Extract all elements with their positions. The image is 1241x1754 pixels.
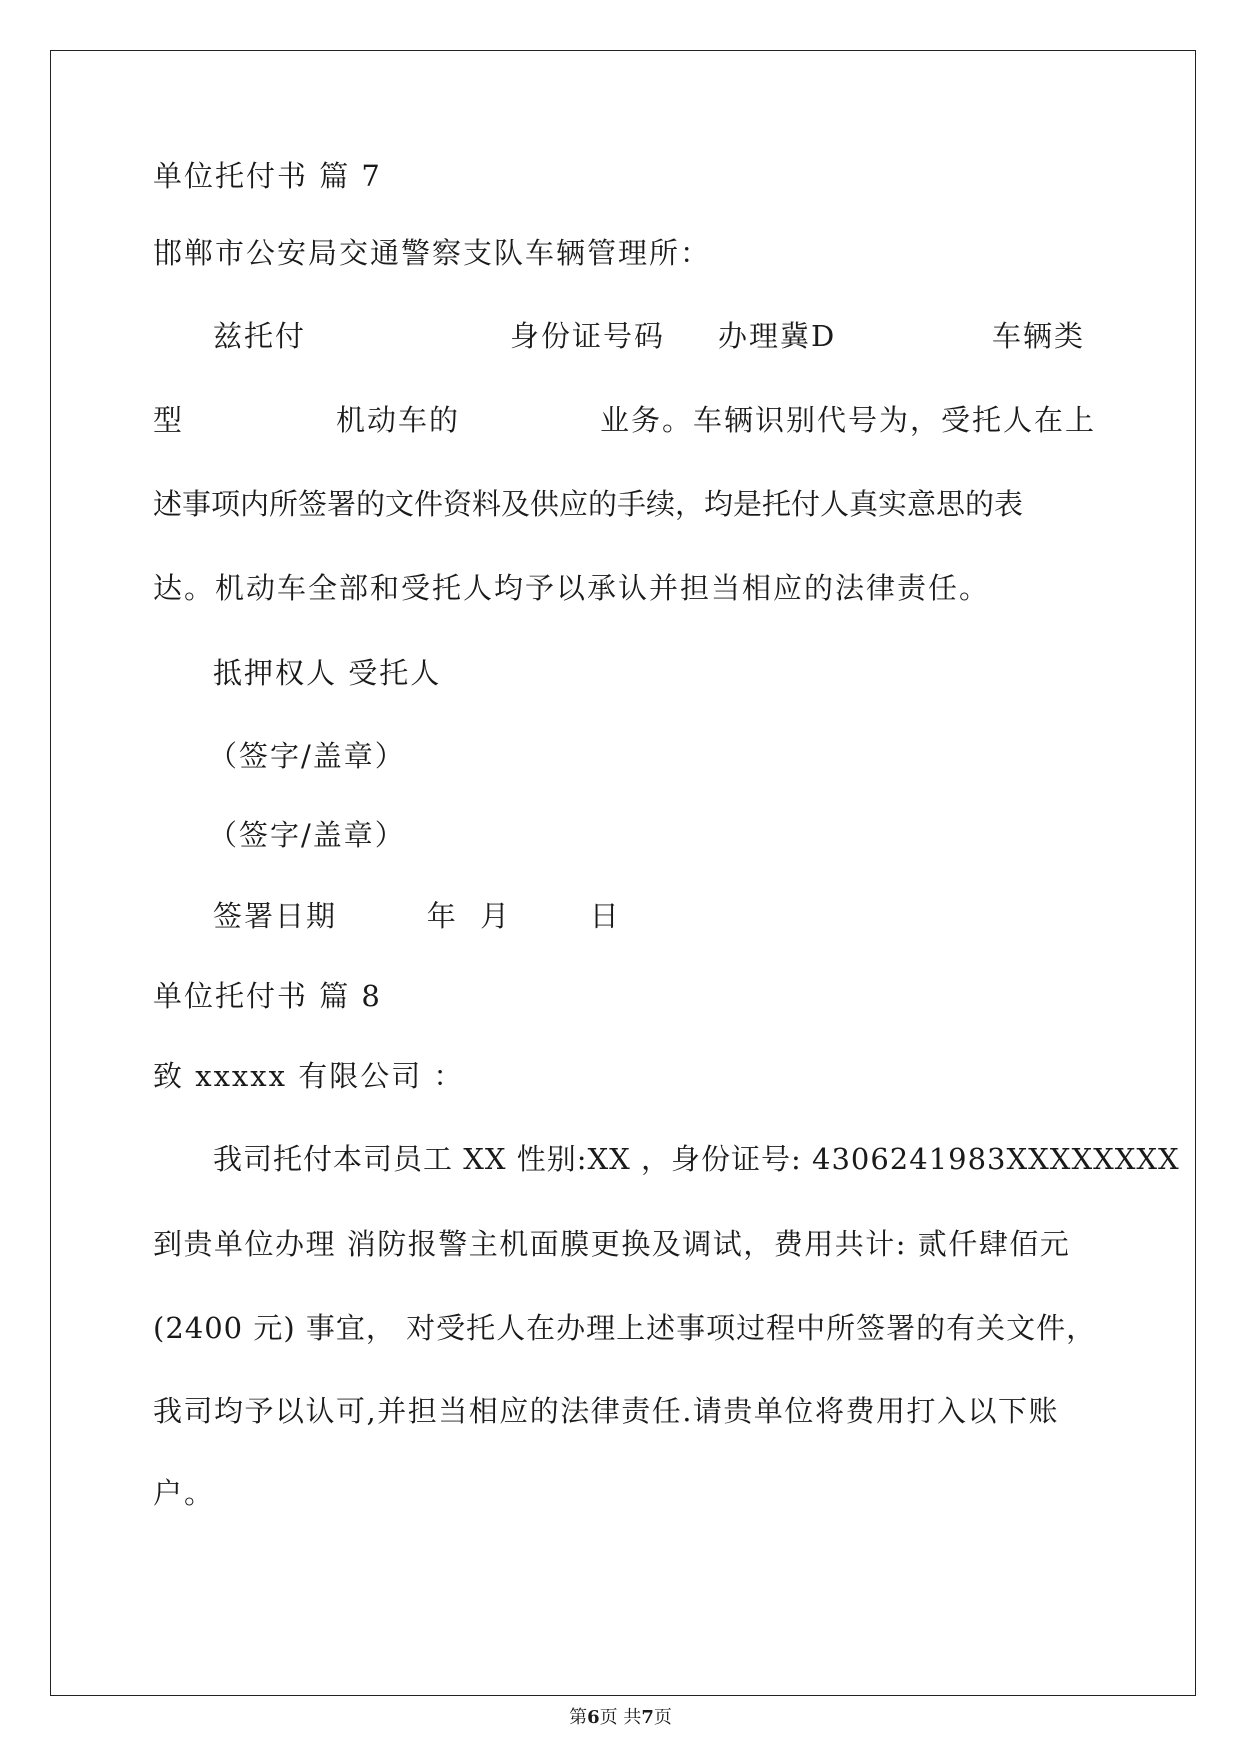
para7-line3 — [153, 486, 1084, 522]
para8-line3: (2400 元) 事宜， 对受托人在办理上述事项过程中所签署的有关文件， — [153, 1311, 1097, 1345]
addressee-8: 致 xxxxx 有限公司 ： — [153, 1059, 465, 1093]
para8-line4: 我司均予以认可,并担当相应的法律责任.请贵单位将费用打入以下账 — [153, 1394, 1059, 1428]
footer-suffix: 页 — [653, 1707, 672, 1728]
para7-line1-seg3: 办理冀D — [718, 319, 837, 353]
footer-page-number: 6 — [587, 1707, 600, 1728]
section-heading-7: 单位托付书 篇 7 — [153, 159, 382, 193]
para7-line3-text: 述事项内所签署的文件资料及供应的手续，均是托付人真实意思的表 — [153, 487, 1024, 521]
page-footer — [0, 1707, 1241, 1729]
para7-line1-seg1: 兹托付 — [213, 319, 307, 353]
para8-line1: 我司托付本司员工 XX 性别:XX ，身份证号: 4306241983XXXXXXXX — [213, 1142, 1180, 1176]
para7-line2-seg1: 型 — [153, 403, 185, 437]
footer-mid: 页 共 — [599, 1707, 642, 1728]
para7-line4: 达。机动车全部和受托人均予以承认并担当相应的法律责任。 — [153, 571, 991, 605]
signature-stamp-1: （签字/盖章） — [208, 739, 406, 773]
para8-line5: 户。 — [153, 1476, 216, 1510]
page-border — [50, 50, 1196, 1696]
para8-line2: 到贵单位办理 消防报警主机面膜更换及调试，费用共计: 贰仟肆佰元 — [153, 1227, 1071, 1261]
section-heading-8: 单位托付书 篇 8 — [153, 979, 382, 1013]
para7-line2-seg3: 业务。车辆识别代号为，受托人在上 — [600, 403, 1097, 437]
footer-prefix: 第 — [569, 1707, 588, 1728]
signature-stamp-2: （签字/盖章） — [208, 818, 406, 852]
para7-line1-seg4: 车辆类 — [992, 319, 1086, 353]
sign-date-line: 签署日期 年 月 日 — [213, 899, 621, 933]
footer-total-pages: 7 — [641, 1707, 654, 1728]
para7-line1-seg2: 身份证号码 — [510, 319, 666, 353]
addressee-7: 邯郸市公安局交通警察支队车辆管理所： — [153, 236, 712, 270]
signers-line: 抵押权人 受托人 — [213, 656, 442, 690]
para7-line2-seg2: 机动车的 — [336, 403, 461, 437]
